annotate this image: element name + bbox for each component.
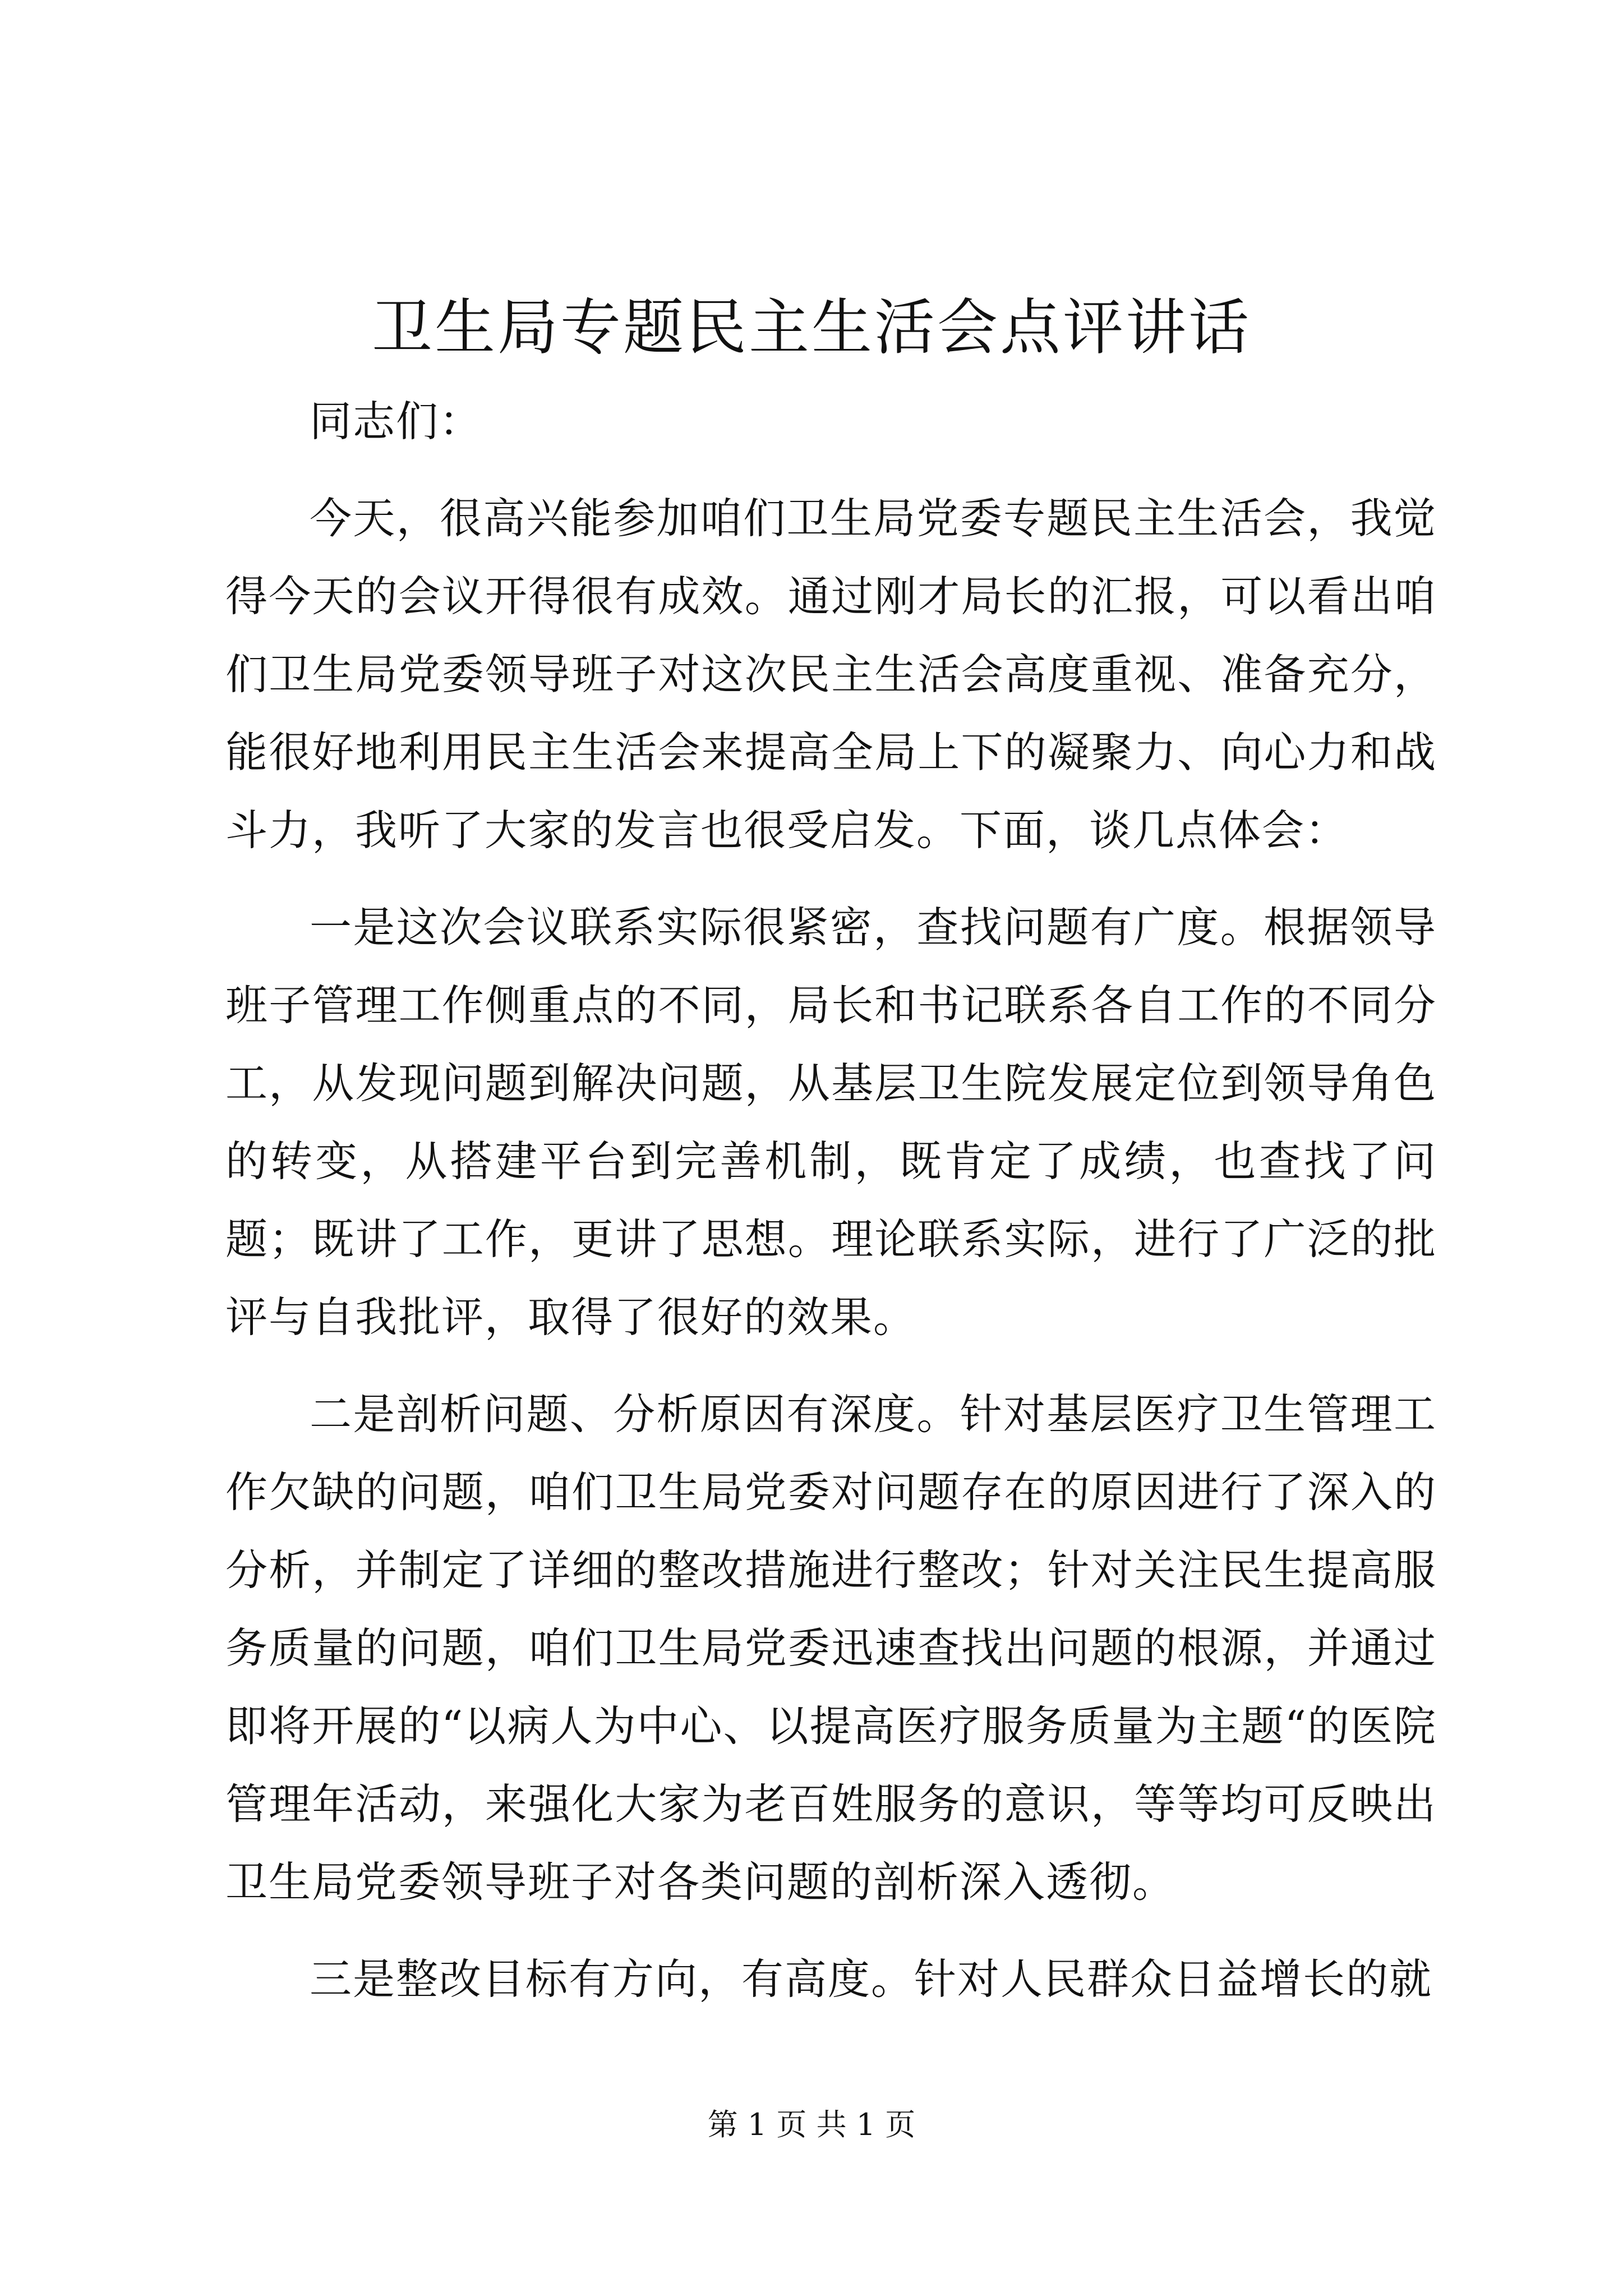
point-three-paragraph: 三是整改目标有方向，有高度。针对人民群众日益增长的就 bbox=[310, 1954, 1433, 2004]
page-number-footer: 第 1 页 共 1 页 bbox=[707, 2107, 916, 2142]
point-one-paragraph: 一是这次会议联系实际很紧密，查找问题有广度。根据领导班子管理工作侧重点的不同，局长和书记联系各自工作的不同分工，从发现问题到解决问题，从基层卫生院发展定位到领导角色的转变，从搭建平台到完善机制，既肯定了成绩，也查找了问题；既讲了工作，更讲了思想。理论联系实际，进行了广泛的批评与自我批评，取得了很好的效果。 bbox=[225, 903, 1437, 1342]
document-body bbox=[225, 383, 1437, 2037]
point-two-paragraph: 二是剖析问题、分析原因有深度。针对基层医疗卫生管理工作欠缺的问题，咱们卫生局党委对问题存在的原因进行了深入的分析，并制定了详细的整改措施进行整改；针对关注民生提高服务质量的问题，咱们卫生局党委迅速查找出问题的根源，并通过即将开展的“以病人为中心、以提高医疗服务质量为主题“的医院管理年活动，来强化大家为老百姓服务的意识，等等均可反映出卫生局党委领导班子对各类问题的剖析深入透彻。 bbox=[225, 1389, 1437, 1907]
salutation-paragraph: 同志们： bbox=[310, 397, 483, 446]
intro-paragraph: 今天，很高兴能参加咱们卫生局党委专题民主生活会，我觉得今天的会议开得很有成效。通过刚才局长的汇报，可以看出咱们卫生局党委领导班子对这次民主生活会高度重视、准备充分，能很好地利用民主生活会来提高全局上下的凝聚力、向心力和战斗力，我听了大家的发言也很受启发。下面，谈几点体会： bbox=[225, 494, 1437, 855]
document-title: 卫生局专题民主生活会点评讲话 bbox=[371, 293, 1251, 363]
